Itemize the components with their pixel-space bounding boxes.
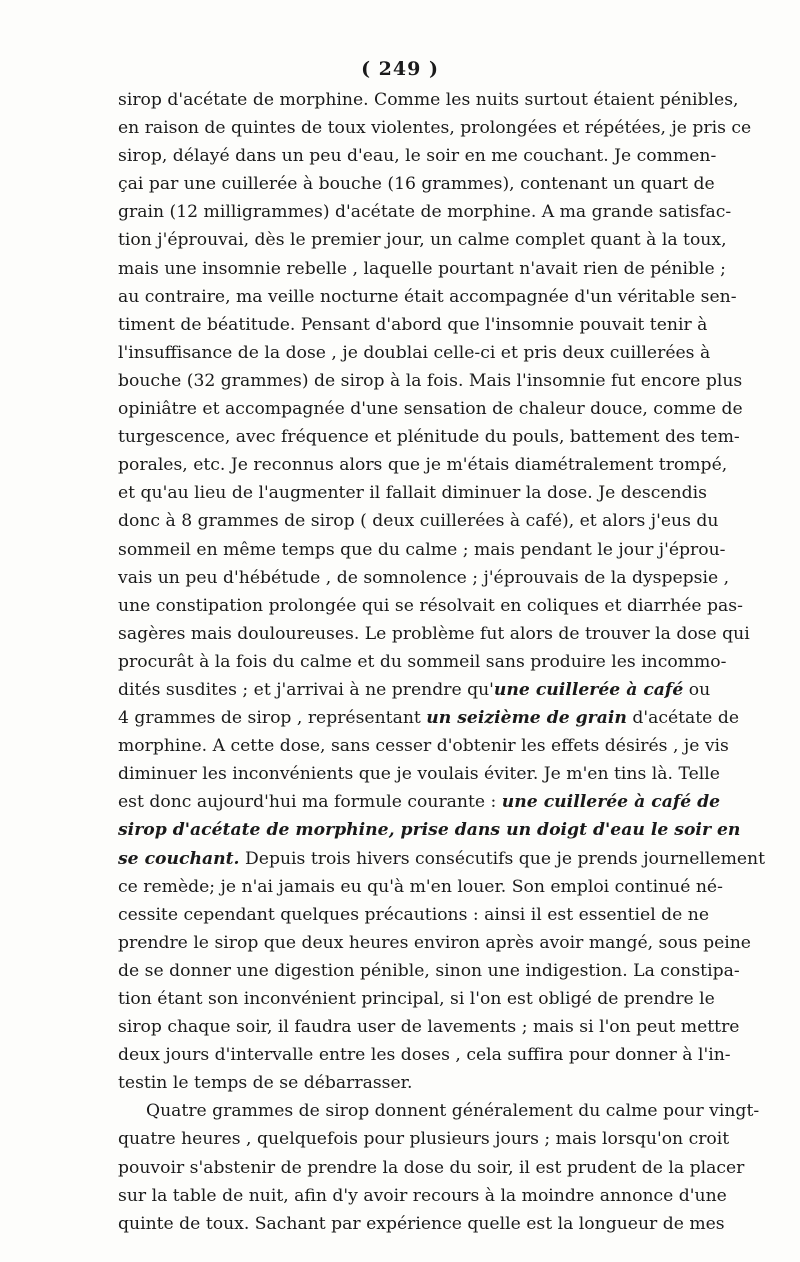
line-text: porales, etc. Je reconnus alors que je m'étais diamétralement trompé, <box>118 455 728 476</box>
text-line <box>118 957 740 985</box>
text-line <box>118 564 730 592</box>
line-text: de se donner une digestion pénible, sinon une indigestion. La constipa- <box>118 960 740 981</box>
text-line <box>118 985 715 1013</box>
line-text: diminuer les inconvénients que je voulais éviter. Je m'en tins là. Telle <box>118 764 720 785</box>
text-line <box>118 592 743 620</box>
text-line <box>118 648 727 676</box>
line-text-after: d'acétate de <box>626 708 739 729</box>
text-line <box>118 873 723 901</box>
text-line <box>118 395 743 423</box>
text-line <box>118 255 726 283</box>
line-text: mais une insomnie rebelle , laquelle pourtant n'avait rien de pénible ; <box>118 258 726 279</box>
line-text: sirop, délayé dans un peu d'eau, le soir en me couchant. Je commen- <box>118 146 717 167</box>
line-text: sagères mais douloureuses. Le problème fut alors de trouver la dose qui <box>118 623 750 644</box>
line-text: et qu'au lieu de l'augmenter il fallait diminuer la dose. Je descendis <box>118 483 707 504</box>
text-line <box>118 114 752 142</box>
text-line <box>118 1210 725 1238</box>
text-line <box>118 760 720 788</box>
emphasis-text: une cuillerée à café <box>493 679 684 700</box>
text-line <box>118 788 721 816</box>
emphasis-text: une cuillerée à café de <box>501 792 721 813</box>
body-text <box>118 86 766 1238</box>
emphasis-text: se couchant. <box>118 848 240 869</box>
text-line <box>118 451 728 479</box>
text-line <box>118 1182 727 1210</box>
text-line <box>118 704 739 732</box>
emphasis-text: un seizième de grain <box>426 708 627 729</box>
line-text: deux jours d'intervalle entre les doses , cela suffira pour donner à l'in- <box>118 1045 731 1066</box>
text-line <box>118 1013 740 1041</box>
text-line <box>118 479 707 507</box>
text-line <box>118 311 708 339</box>
line-text: est donc aujourd'hui ma formule courante : <box>118 792 502 813</box>
line-text: pouvoir s'abstenir de prendre la dose du soir, il est prudent de la placer <box>118 1157 745 1178</box>
text-line <box>118 732 729 760</box>
line-text: morphine. A cette dose, sans cesser d'obtenir les effets désirés , je vis <box>118 736 729 757</box>
text-line <box>118 170 715 198</box>
line-text: une constipation prolongée qui se résolvait en coliques et diarrhée pas- <box>118 595 743 616</box>
line-text: tion étant son inconvénient principal, si l'on est obligé de prendre le <box>118 989 715 1009</box>
text-line <box>118 283 737 311</box>
line-text: bouche (32 grammes) de sirop à la fois. Mais l'insomnie fut encore plus <box>118 370 743 391</box>
text-line <box>118 423 740 451</box>
line-text: ce remède; je n'ai jamais eu qu'à m'en louer. Son emploi continué né- <box>118 876 723 897</box>
line-text-after: ou <box>683 679 711 700</box>
text-line <box>118 1041 731 1069</box>
line-text: grain (12 milligrammes) d'acétate de morphine. A ma grande satisfac- <box>118 202 732 223</box>
text-line <box>118 1154 745 1182</box>
line-text: tion j'éprouvai, dès le premier jour, un calme complet quant à la toux, <box>118 230 727 251</box>
text-line <box>118 367 743 395</box>
text-line <box>118 86 739 114</box>
text-line <box>118 929 751 957</box>
text-line <box>118 226 727 254</box>
text-line <box>118 901 710 929</box>
text-line <box>118 676 711 704</box>
text-line <box>118 1125 730 1153</box>
line-text: quinte de toux. Sachant par expérience quelle est la longueur de mes <box>118 1213 725 1234</box>
text-line <box>118 1069 690 1097</box>
page-number: ( 249 ) <box>361 58 439 80</box>
line-text: opiniâtre et accompagnée d'une sensation de chaleur douce, comme de <box>118 399 743 420</box>
line-text: prendre le sirop que deux heures environ après avoir mangé, sous peine <box>118 932 751 953</box>
line-text: sur la table de nuit, afin d'y avoir recours à la moindre annonce d'une <box>118 1185 727 1206</box>
line-text: dités susdites ; et j'arrivai à ne prendre qu' <box>118 679 494 700</box>
line-text: timent de béatitude. Pensant d'abord que l'insomnie pouvait tenir à <box>118 314 708 335</box>
text-line <box>118 339 711 367</box>
text-line <box>118 507 719 535</box>
line-text: cessite cependant quelques précautions : ainsi il est essentiel de ne <box>118 904 710 925</box>
line-text-after: Depuis trois hivers consécutifs que je prends journellement <box>239 848 766 869</box>
text-line <box>118 845 766 873</box>
line-text: Quatre grammes de sirop donnent généralement du calme pour vingt- <box>146 1101 760 1122</box>
line-text: sirop chaque soir, il faudra user de lavements ; mais si l'on peut mettre <box>118 1017 740 1038</box>
line-text: en raison de quintes de toux violentes, prolongées et répétées, je pris ce <box>118 118 752 139</box>
line-text: procurât à la fois du calme et du sommeil sans produire les incommo- <box>118 651 727 672</box>
line-text: sirop d'acétate de morphine. Comme les nuits surtout étaient pénibles, <box>118 90 739 110</box>
line-text: au contraire, ma veille nocturne était accompagnée d'un véritable sen- <box>118 286 737 307</box>
text-line <box>118 142 717 170</box>
line-text: sommeil en même temps que du calme ; mais pendant le jour j'éprou- <box>118 539 726 560</box>
text-line <box>118 620 750 648</box>
line-text: quatre heures , quelquefois pour plusieurs jours ; mais lorsqu'on croit <box>118 1129 730 1150</box>
text-line <box>118 1097 760 1125</box>
line-text: turgescence, avec fréquence et plénitude du pouls, battement des tem- <box>118 427 740 448</box>
line-text: testin le temps de se débarrasser. <box>118 1073 413 1094</box>
line-text: çai par une cuillerée à bouche (16 grammes), contenant un quart de <box>118 174 715 195</box>
text-line <box>118 536 726 564</box>
line-text: vais un peu d'hébétude , de somnolence ; j'éprouvais de la dyspepsie , <box>118 567 730 588</box>
emphasis-text: sirop d'acétate de morphine, prise dans un doigt d'eau le soir en <box>118 820 741 841</box>
text-line <box>118 816 741 844</box>
line-text: l'insuffisance de la dose , je doublai celle-ci et pris deux cuillerées à <box>118 342 711 363</box>
line-text: 4 grammes de sirop , représentant <box>118 708 427 729</box>
line-text: donc à 8 grammes de sirop ( deux cuillerées à café), et alors j'eus du <box>118 511 719 532</box>
text-line <box>118 198 732 226</box>
